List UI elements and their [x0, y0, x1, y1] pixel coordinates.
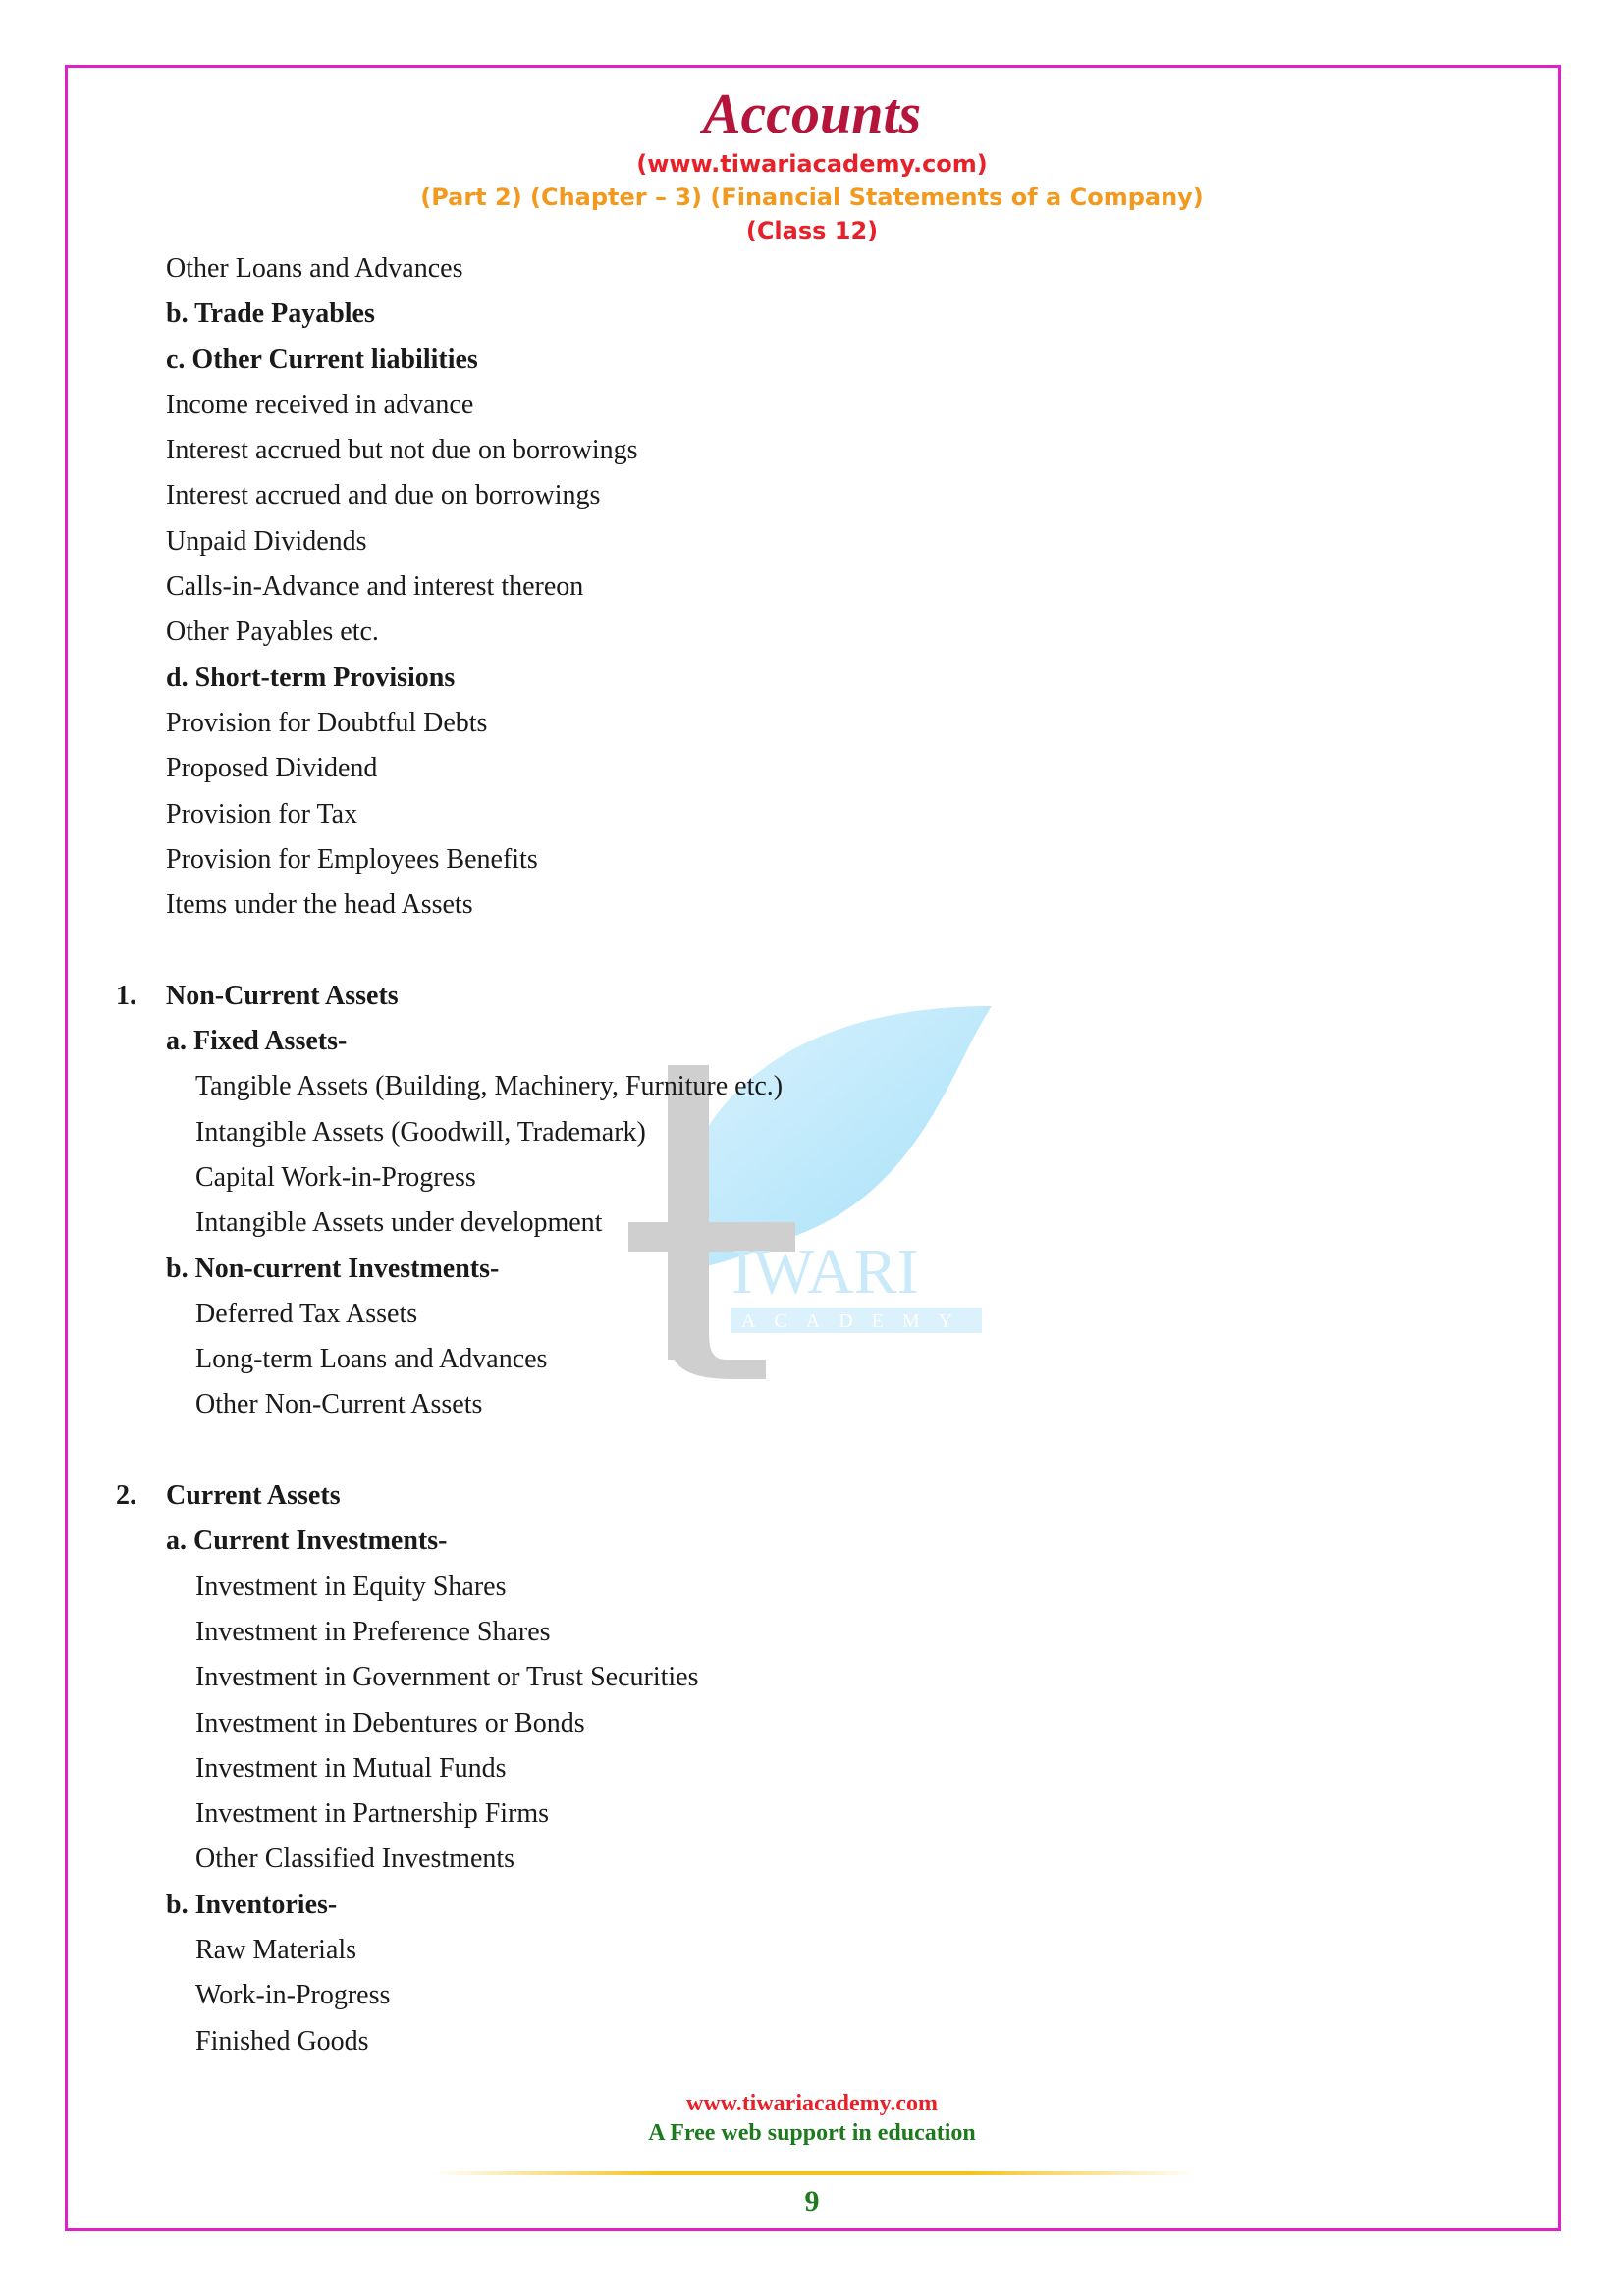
section-title: Non-Current Assets — [166, 980, 399, 1011]
inventories-heading: b. Inventories- — [166, 1889, 338, 1920]
list-item: Intangible Assets (Goodwill, Trademark) — [195, 1116, 646, 1148]
list-item: Finished Goods — [195, 2025, 369, 2056]
footer-website: www.tiwariacademy.com — [686, 2091, 938, 2116]
document-body — [0, 246, 1624, 2064]
non-current-investments-heading: b. Non-current Investments- — [166, 1253, 500, 1284]
list-item: Other Non-Current Assets — [195, 1389, 483, 1420]
list-item: Tangible Assets (Building, Machinery, Furniture etc.) — [195, 1071, 784, 1102]
footer-divider — [432, 2171, 1198, 2175]
watermark-name: IWARI — [731, 1236, 919, 1308]
list-item: Capital Work-in-Progress — [195, 1161, 476, 1193]
short-term-provisions-heading: d. Short-term Provisions — [166, 662, 456, 693]
footer-tagline: A Free web support in education — [648, 2120, 976, 2146]
section-title: Current Assets — [166, 1480, 341, 1512]
list-item: Other Loans and Advances — [166, 253, 463, 284]
page-title: Accounts — [702, 81, 922, 145]
list-item: Other Classified Investments — [195, 1843, 515, 1875]
list-item: Intangible Assets under development — [195, 1207, 603, 1239]
list-item: Investment in Partnership Firms — [195, 1798, 550, 1830]
list-item: Deferred Tax Assets — [195, 1298, 418, 1329]
list-item: Provision for Tax — [166, 798, 358, 829]
list-item: Proposed Dividend — [166, 753, 378, 784]
list-item: Investment in Mutual Funds — [195, 1752, 507, 1784]
list-item: Interest accrued but not due on borrowings — [166, 435, 638, 466]
list-item: Provision for Employees Benefits — [166, 843, 538, 875]
list-item: Unpaid Dividends — [166, 525, 367, 557]
list-item: Other Payables etc. — [166, 616, 379, 648]
list-item: Income received in advance — [166, 389, 474, 420]
list-item: Items under the head Assets — [166, 889, 473, 921]
list-item: Investment in Debentures or Bonds — [195, 1707, 585, 1738]
class-subtitle: (Class 12) — [745, 217, 879, 244]
list-item: Investment in Equity Shares — [195, 1571, 507, 1602]
list-item: Long-term Loans and Advances — [195, 1344, 548, 1375]
section-number: 2. — [116, 1480, 136, 1512]
website-subtitle: (www.tiwariacademy.com) — [636, 150, 988, 178]
list-item: Calls-in-Advance and interest thereon — [166, 571, 584, 603]
list-item: Raw Materials — [195, 1934, 357, 1965]
page-header — [0, 79, 1624, 245]
list-item: Provision for Doubtful Debts — [166, 707, 488, 738]
current-investments-heading: a. Current Investments- — [166, 1525, 448, 1557]
list-item: Investment in Preference Shares — [195, 1616, 551, 1647]
page-footer — [0, 2089, 1624, 2148]
current-assets-heading — [0, 1473, 1624, 1519]
list-item: Work-in-Progress — [195, 1980, 391, 2011]
watermark-sub: ACADEMY — [741, 1310, 972, 1332]
page-number: 9 — [804, 2185, 820, 2217]
chapter-subtitle: (Part 2) (Chapter – 3) (Financial Statements of a Company) — [420, 184, 1204, 211]
fixed-assets-heading: a. Fixed Assets- — [166, 1026, 348, 1057]
trade-payables-heading: b. Trade Payables — [166, 298, 375, 330]
list-item: Investment in Government or Trust Securities — [195, 1662, 699, 1693]
section-number: 1. — [116, 980, 136, 1011]
other-current-liabilities-heading: c. Other Current liabilities — [166, 344, 478, 375]
non-current-assets-heading — [0, 974, 1624, 1019]
list-item: Interest accrued and due on borrowings — [166, 480, 601, 511]
